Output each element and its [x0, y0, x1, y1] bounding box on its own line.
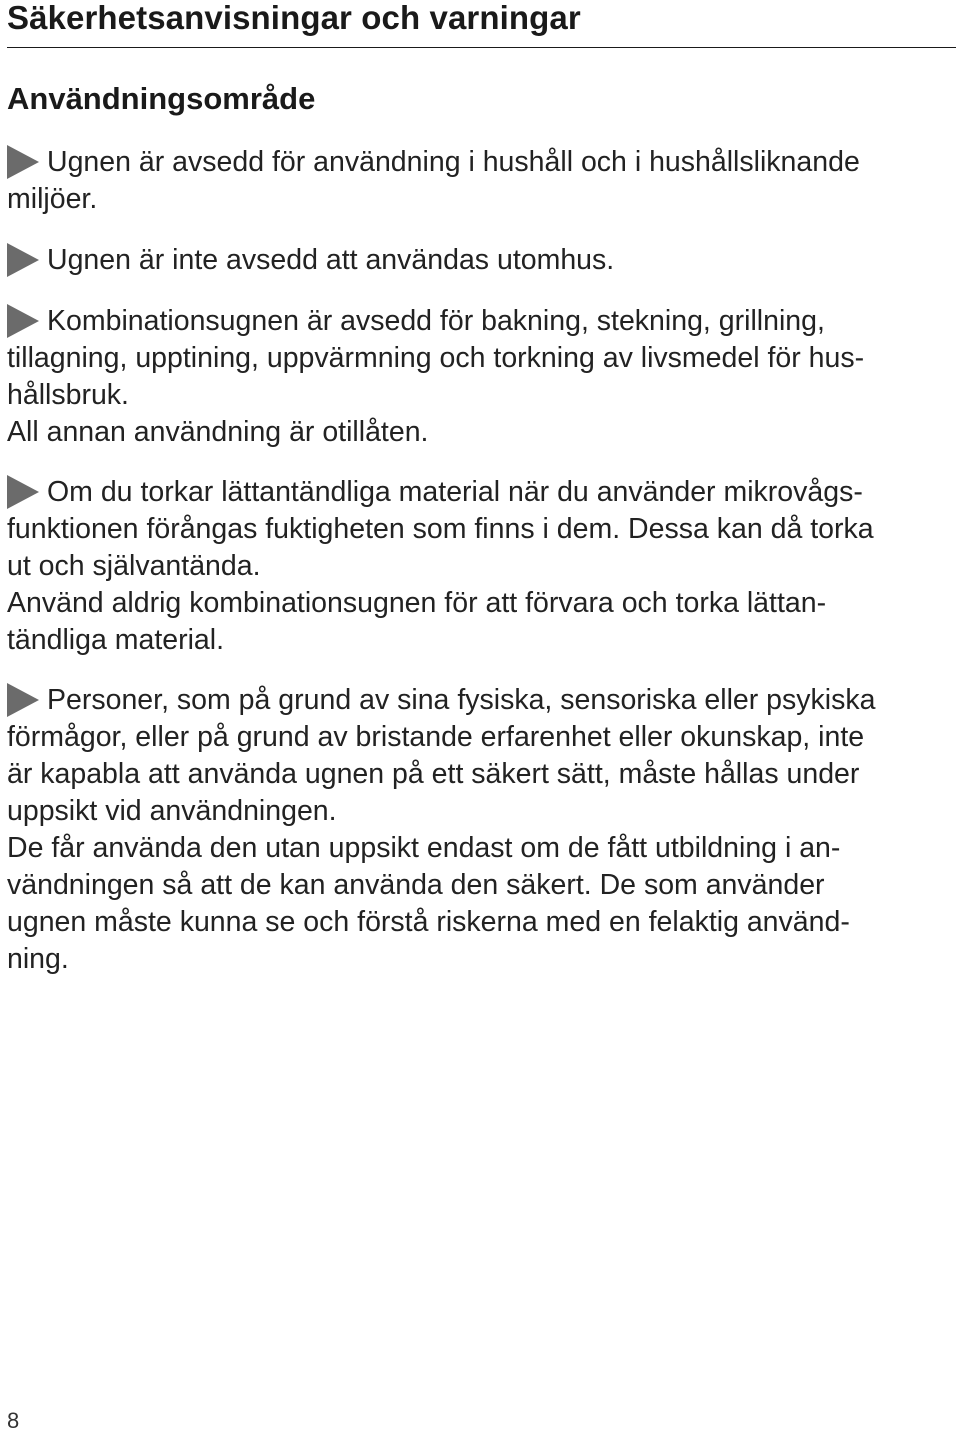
list-item-household-use: [7, 144, 957, 218]
paragraph: [7, 242, 957, 279]
paragraph: [7, 144, 957, 181]
text-line: tillagning, upptining, uppvärmning och torkning av livsmedel för hus-: [7, 342, 865, 374]
text-line: Ugnen är avsedd för användning i hushåll och i hushållsliknande: [47, 146, 860, 178]
paragraph: [7, 474, 957, 511]
title-divider: [7, 47, 956, 48]
page-number: 8: [7, 1408, 20, 1433]
section-heading: Användningsområde: [7, 81, 316, 116]
text-line: Använd aldrig kombinationsugnen för att förvara och torka lättan-: [7, 587, 827, 619]
text-line: ut och självantända.: [7, 550, 261, 582]
triangle-arrow-right-icon: [7, 243, 39, 277]
text-line: uppsikt vid användningen.: [7, 795, 337, 827]
paragraph: [7, 303, 957, 340]
triangle-arrow-right-icon: [7, 304, 39, 338]
text-line: vändningen så att de kan använda den säkert. De som använder: [7, 869, 825, 901]
triangle-arrow-right-icon: [7, 145, 39, 179]
text-line: Om du torkar lättantändliga material när du använder mikrovågs-: [47, 476, 863, 508]
list-item-intended-use: [7, 303, 957, 451]
text-line: är kapabla att använda ugnen på ett säkert sätt, måste hållas under: [7, 758, 860, 790]
text-line: De får använda den utan uppsikt endast om de fått utbildning i an-: [7, 832, 841, 864]
text-line: funktionen förångas fuktigheten som finns i dem. Dessa kan då torka: [7, 513, 874, 545]
text-line: förmågor, eller på grund av bristande erfarenhet eller okunskap, inte: [7, 721, 865, 753]
text-line: miljöer.: [7, 183, 98, 215]
list-item-flammable-materials: [7, 474, 957, 659]
list-item-persons-supervision: [7, 682, 957, 978]
text-line: ugnen måste kunna se och förstå riskerna med en felaktig använd-: [7, 906, 850, 938]
paragraph: [7, 682, 957, 719]
triangle-arrow-right-icon: [7, 683, 39, 717]
text-line: Kombinationsugnen är avsedd för bakning, stekning, grillning,: [47, 305, 825, 337]
page-title: Säkerhetsanvisningar och varningar: [7, 0, 581, 36]
text-line: All annan användning är otillåten.: [7, 416, 429, 448]
text-line: Ugnen är inte avsedd att användas utomhus.: [47, 244, 615, 276]
text-line: ning.: [7, 943, 69, 975]
text-line: Personer, som på grund av sina fysiska, sensoriska eller psykiska: [47, 684, 876, 716]
triangle-arrow-right-icon: [7, 475, 39, 509]
text-line: hållsbruk.: [7, 379, 129, 411]
list-item-not-outdoors: [7, 242, 957, 279]
text-line: tändliga material.: [7, 624, 225, 656]
